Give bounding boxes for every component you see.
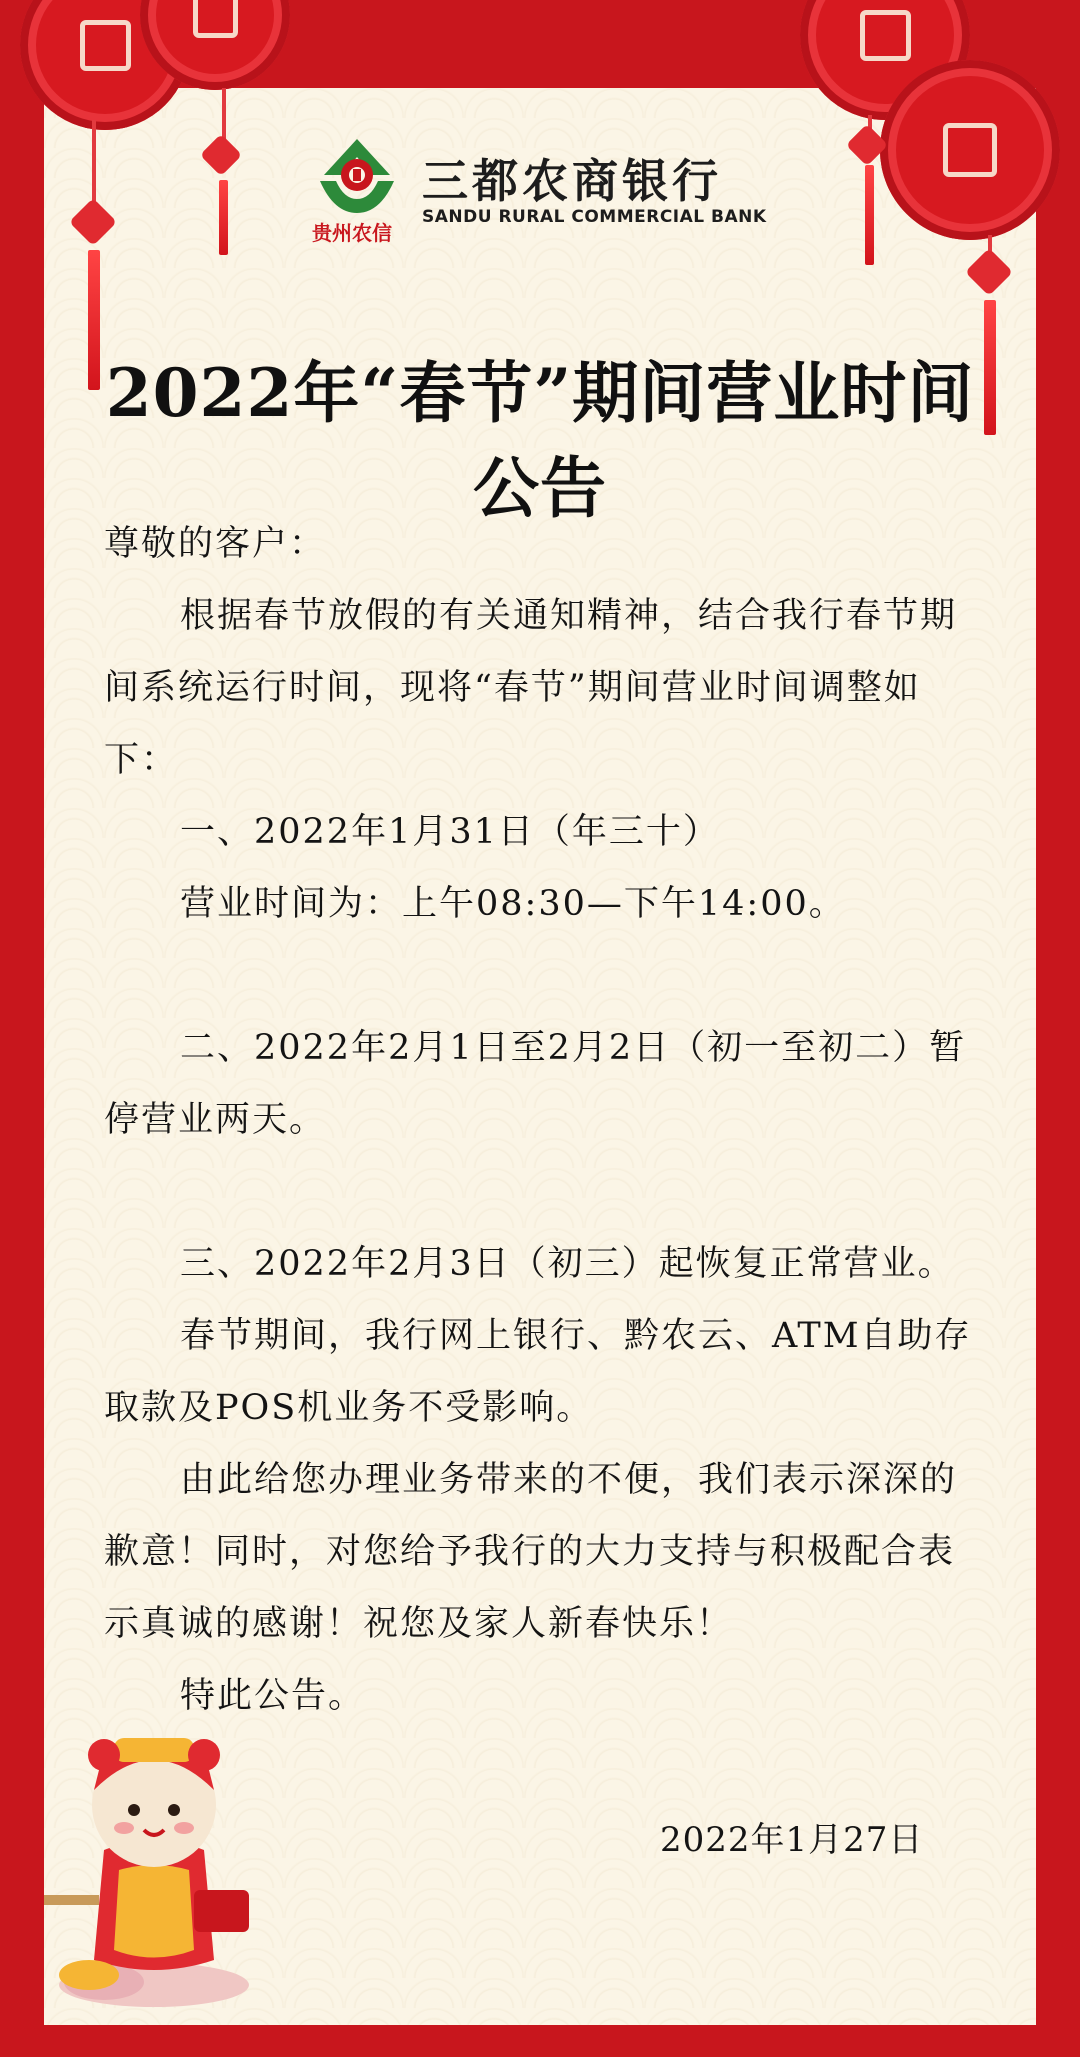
spacer — [104, 1156, 984, 1228]
notice-title: 2022年“春节”期间营业时间公告 — [105, 354, 975, 527]
paragraph-item-1-date: 一、2022年1月31日（年三十） — [180, 812, 720, 852]
paragraph-closing: 特此公告。 — [180, 1676, 366, 1716]
paragraph-apology: 由此给您办理业务带来的不便，我们表示深深的歉意！同时，对您给予我行的大力支持与积极配合表示真诚的感谢！祝您及家人新春快乐！ — [104, 1460, 958, 1644]
bank-emblem-icon — [312, 135, 402, 215]
greeting: 尊敬的客户： — [104, 524, 327, 564]
paragraph-intro: 根据春节放假的有关通知精神，结合我行春节期间系统运行时间，现将“春节”期间营业时间调整如下： — [104, 596, 958, 780]
notice-body — [104, 508, 984, 1732]
tiger-mascot-illustration — [44, 1710, 264, 2010]
bank-sub-brand: 贵州农信 — [312, 221, 392, 245]
bank-name-chinese: 三都农商银行 — [422, 154, 722, 208]
spacer — [104, 940, 984, 1012]
bank-logo — [312, 135, 782, 245]
notice-date: 2022年1月27日 — [660, 1820, 924, 1860]
paragraph-item-1-hours: 营业时间为：上午08:30—下午14:00。 — [180, 884, 846, 924]
paragraph-services: 春节期间，我行网上银行、黔农云、ATM自助存取款及POS机业务不受影响。 — [104, 1316, 972, 1428]
paragraph-item-2: 二、2022年2月1日至2月2日（初一至初二）暂停营业两天。 — [104, 1028, 967, 1140]
paragraph-item-3: 三、2022年2月3日（初三）起恢复正常营业。 — [180, 1244, 955, 1284]
bank-name-english: SANDU RURAL COMMERCIAL BANK — [422, 207, 767, 227]
